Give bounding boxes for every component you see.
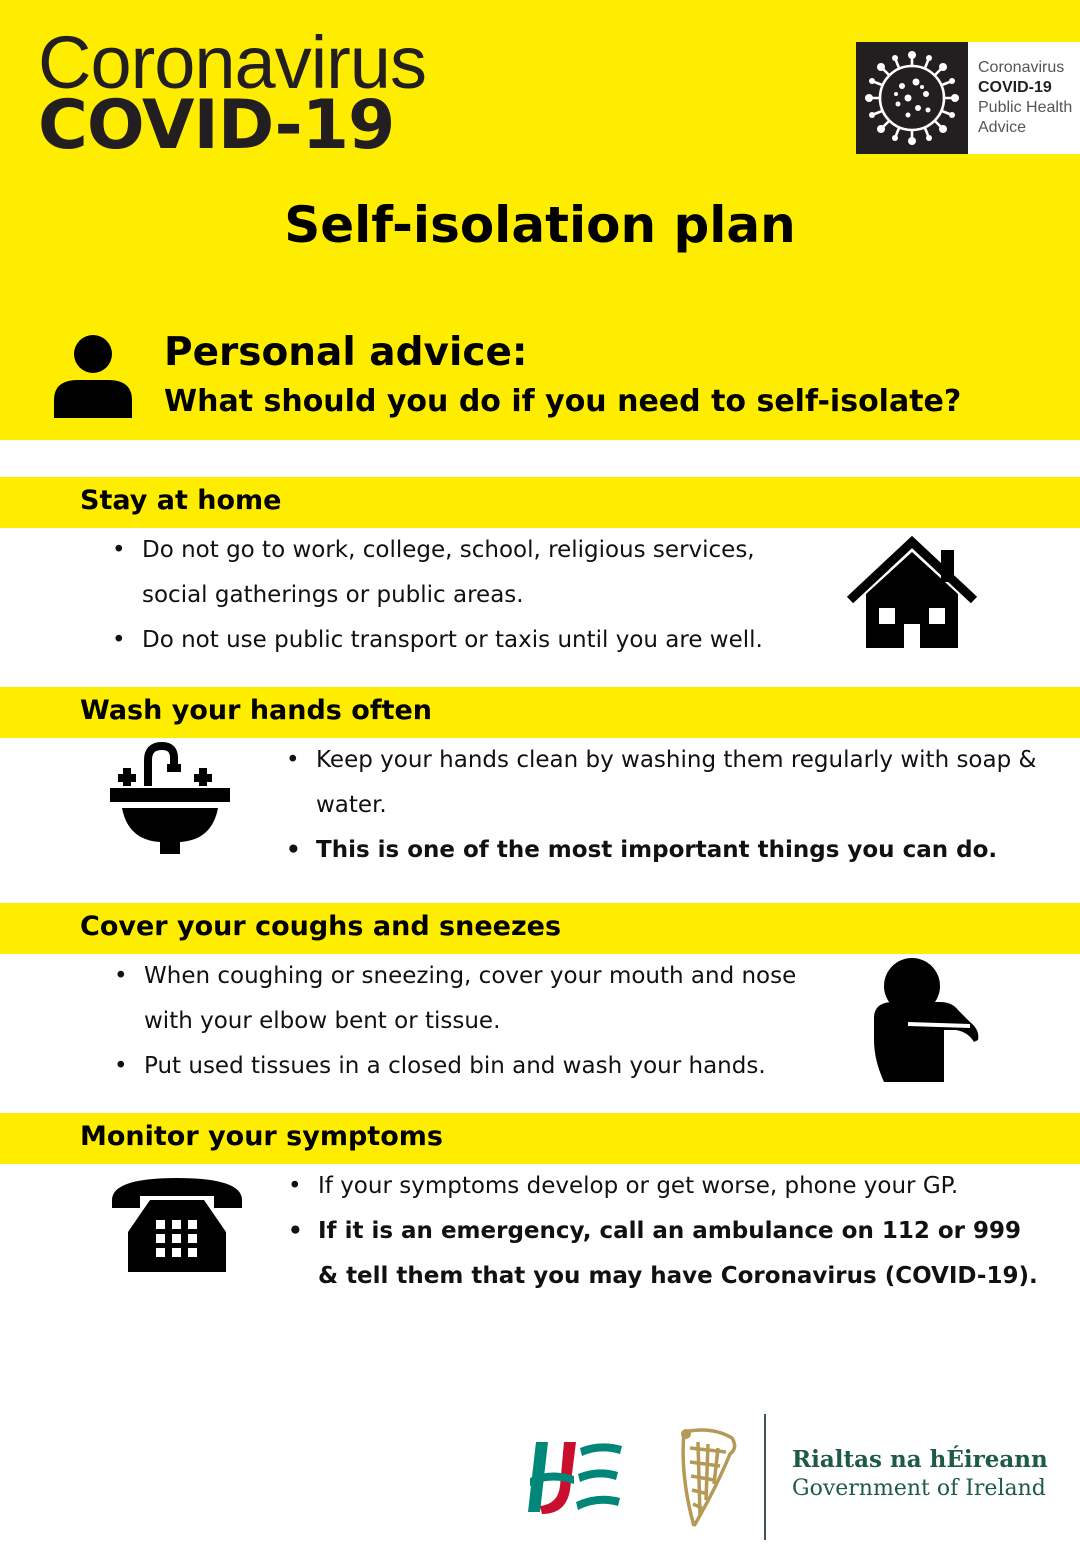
list-item: • Keep your hands clean by washing them regularly with soap & water. [286,738,1046,828]
section-header-stay-at-home [0,477,1080,528]
section-heading: Cover your coughs and sneezes [80,911,562,942]
sink-icon [108,742,232,858]
public-health-badge [856,42,1080,154]
section-heading: Wash your hands often [80,695,433,726]
cover-coughs-list [114,954,814,1089]
list-item: • Put used tissues in a closed bin and wash your hands. [114,1044,814,1089]
telephone-icon [110,1174,244,1274]
house-icon [846,536,978,648]
section-header-monitor-symptoms [0,1113,1080,1164]
monitor-symptoms-list [288,1164,1048,1299]
list-item-emphasis: • If it is an emergency, call an ambulance on 112 or 999 & tell them that you may have Coronavirus (COVID-19). [288,1209,1048,1299]
wash-hands-list [286,738,1046,873]
brand-title-bold: COVID-19 [38,86,395,165]
section-header-cover-coughs [0,903,1080,954]
section-header-wash-hands [0,687,1080,738]
government-name-english: Government of Ireland [792,1476,1046,1501]
government-name-irish: Rialtas na hÉireann [792,1446,1048,1473]
cough-elbow-icon [870,956,984,1082]
harp-emblem [676,1426,740,1530]
list-item: • If your symptoms develop or get worse, phone your GP. [288,1164,1048,1209]
brand-title-light: Coronavirus [38,21,426,104]
page-title: Self-isolation plan [284,196,796,254]
hse-logo [520,1440,624,1516]
badge-line-1: Coronavirus [978,59,1065,76]
section-heading: Monitor your symptoms [80,1121,443,1152]
virus-logo [856,42,968,154]
stay-at-home-list [112,528,812,663]
badge-line-2: COVID-19 [978,79,1052,96]
list-item: • Do not go to work, college, school, religious services, social gatherings or public areas. [112,528,812,618]
footer-divider [764,1414,766,1540]
advice-title: Personal advice: [164,330,528,375]
advice-subtitle: What should you do if you need to self-isolate? [164,384,962,419]
section-heading: Stay at home [80,485,282,516]
list-item: • When coughing or sneezing, cover your mouth and nose with your elbow bent or tissue. [114,954,814,1044]
badge-line-3: Public Health [978,99,1073,116]
person-icon [52,334,134,418]
list-item: • Do not use public transport or taxis until you are well. [112,618,812,663]
badge-line-4: Advice [978,119,1027,136]
virus-icon [856,42,968,154]
list-item-emphasis: • This is one of the most important things you can do. [286,828,1046,873]
